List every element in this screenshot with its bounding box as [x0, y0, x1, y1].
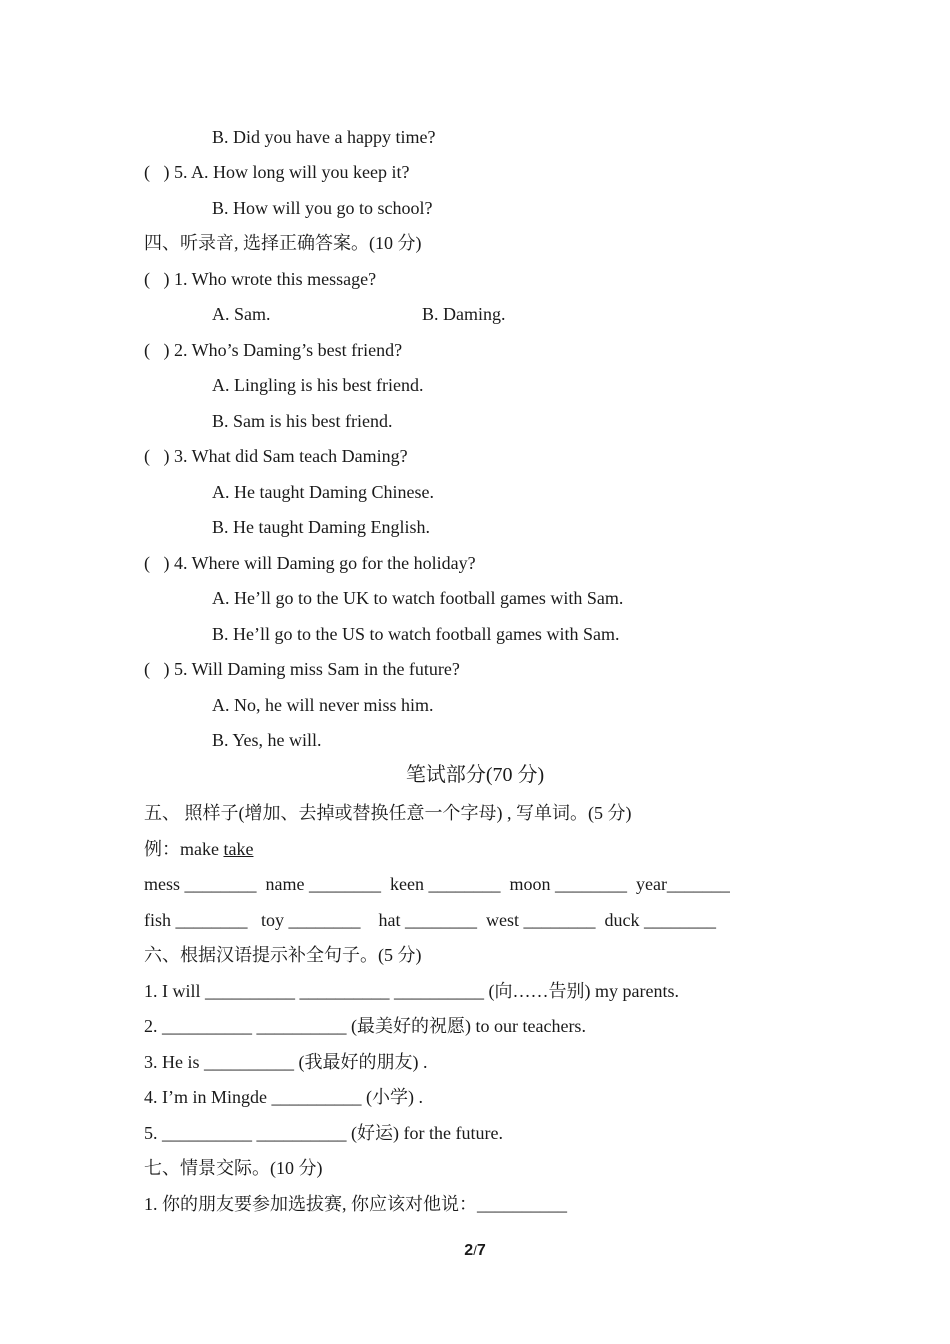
option-text: B. Yes, he will.: [212, 730, 322, 750]
option-text: B. Sam is his best friend.: [212, 411, 393, 431]
option-text: A. He taught Daming Chinese.: [212, 482, 434, 502]
option-text: A. No, he will never miss him.: [212, 695, 434, 715]
sentence-item: 5. __________ __________ (好运) for the future.: [144, 1123, 503, 1143]
sentence-item: 3. He is __________ (我最好的朋友) .: [144, 1052, 428, 1072]
page-current: 2: [464, 1242, 474, 1259]
page-total: 7: [476, 1242, 486, 1259]
option-text: B. Daming.: [422, 304, 506, 324]
section-title: 四、听录音, 选择正确答案。(10 分): [144, 233, 422, 253]
option-text: B. He taught Daming English.: [212, 517, 430, 537]
question-text: ( ) 2. Who’s Daming’s best friend?: [144, 340, 403, 360]
sentence-item: 2. __________ __________ (最美好的祝愿) to our teachers.: [144, 1016, 586, 1036]
option-text: B. Did you have a happy time?: [212, 127, 436, 147]
example-line: [144, 838, 253, 860]
question-text: ( ) 3. What did Sam teach Daming?: [144, 446, 408, 466]
question-text: ( ) 4. Where will Daming go for the holiday?: [144, 553, 476, 573]
question-text: ( ) 1. Who wrote this message?: [144, 269, 377, 289]
section-title: 五、 照样子(增加、去掉或替换任意一个字母) , 写单词。(5 分): [144, 803, 632, 823]
option-text: B. He’ll go to the US to watch football games with Sam.: [212, 624, 620, 644]
example-prefix: 例：make: [144, 839, 224, 859]
sentence-item: 4. I’m in Mingde __________ (小学) .: [144, 1087, 423, 1107]
page-number: [0, 1242, 950, 1260]
sentence-item: 1. I will __________ __________ __________ (向……告别) my parents.: [144, 981, 679, 1001]
section-title: 六、根据汉语提示补全句子。(5 分): [144, 945, 422, 965]
word-row: mess ________ name ________ keen ________ moon ________ year_______: [144, 874, 730, 894]
question-text: ( ) 5. Will Daming miss Sam in the future?: [144, 659, 460, 679]
example-answer: take: [223, 839, 254, 859]
dialogue-item: 1. 你的朋友要参加选拔赛, 你应该对他说：__________: [144, 1194, 567, 1214]
question-text: ( ) 5. A. How long will you keep it?: [144, 162, 410, 182]
page-separator: /: [473, 1243, 477, 1258]
option-text: B. How will you go to school?: [212, 198, 433, 218]
option-text: A. Lingling is his best friend.: [212, 375, 424, 395]
option-text: A. Sam.: [212, 304, 271, 324]
option-text: A. He’ll go to the UK to watch football games with Sam.: [212, 588, 624, 608]
part-title: 笔试部分(70 分): [405, 764, 545, 786]
section-title: 七、情景交际。(10 分): [144, 1158, 323, 1178]
word-row: fish ________ toy ________ hat ________ west ________ duck ________: [144, 910, 716, 930]
